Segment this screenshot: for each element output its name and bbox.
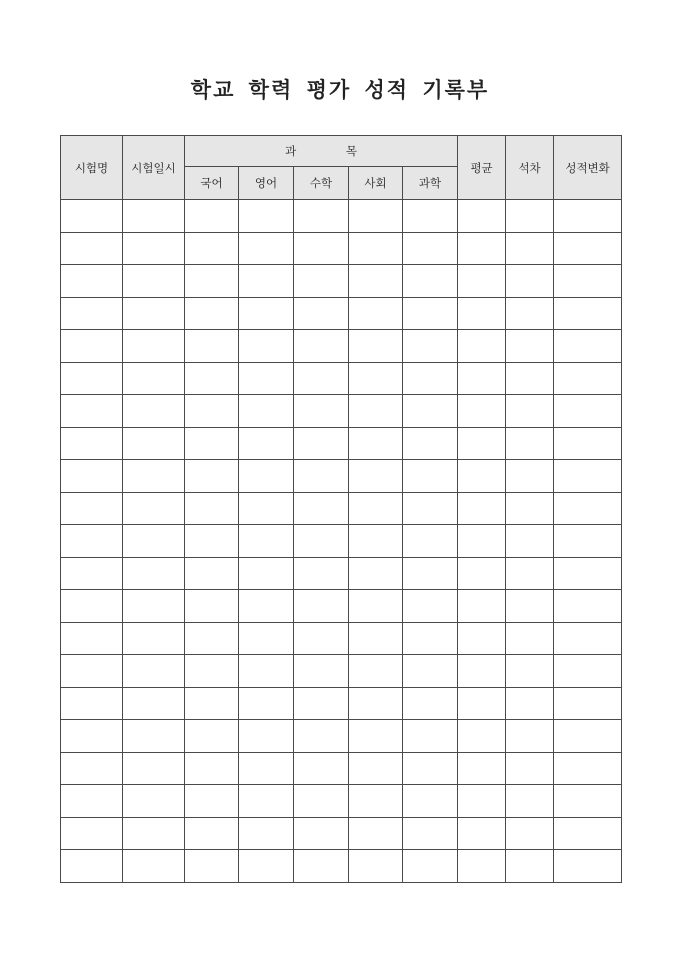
cell-science[interactable] <box>403 265 458 298</box>
cell-math[interactable] <box>294 362 349 395</box>
cell-english[interactable] <box>239 427 294 460</box>
cell-rank[interactable] <box>506 785 554 818</box>
cell-exam-name[interactable] <box>61 622 123 655</box>
cell-grade-change[interactable] <box>554 655 622 688</box>
cell-average[interactable] <box>458 200 506 233</box>
cell-korean[interactable] <box>185 655 239 688</box>
cell-english[interactable] <box>239 785 294 818</box>
cell-social[interactable] <box>349 590 403 623</box>
cell-korean[interactable] <box>185 590 239 623</box>
cell-social[interactable] <box>349 395 403 428</box>
table-row <box>61 492 622 525</box>
cell-grade-change[interactable] <box>554 460 622 493</box>
cell-rank[interactable] <box>506 395 554 428</box>
table-row <box>61 655 622 688</box>
cell-korean[interactable] <box>185 785 239 818</box>
cell-exam-name[interactable] <box>61 590 123 623</box>
header-exam-name: 시험명 <box>61 136 123 200</box>
cell-math[interactable] <box>294 785 349 818</box>
cell-english[interactable] <box>239 655 294 688</box>
document-title: 학교 학력 평가 성적 기록부 <box>190 77 490 102</box>
cell-korean[interactable] <box>185 752 239 785</box>
cell-grade-change[interactable] <box>554 687 622 720</box>
cell-rank[interactable] <box>506 720 554 753</box>
cell-grade-change[interactable] <box>554 265 622 298</box>
cell-exam-name[interactable] <box>61 785 123 818</box>
table-row <box>61 590 622 623</box>
cell-average[interactable] <box>458 817 506 850</box>
header-average: 평균 <box>458 136 506 200</box>
cell-exam-date[interactable] <box>123 785 185 818</box>
cell-exam-name[interactable] <box>61 460 123 493</box>
cell-rank[interactable] <box>506 232 554 265</box>
cell-exam-date[interactable] <box>123 655 185 688</box>
cell-social[interactable] <box>349 622 403 655</box>
cell-exam-name[interactable] <box>61 362 123 395</box>
cell-science[interactable] <box>403 752 458 785</box>
cell-social[interactable] <box>349 232 403 265</box>
cell-average[interactable] <box>458 752 506 785</box>
cell-math[interactable] <box>294 590 349 623</box>
cell-korean[interactable] <box>185 265 239 298</box>
cell-rank[interactable] <box>506 200 554 233</box>
cell-science[interactable] <box>403 460 458 493</box>
cell-exam-name[interactable] <box>61 752 123 785</box>
cell-rank[interactable] <box>506 460 554 493</box>
cell-english[interactable] <box>239 590 294 623</box>
table-row <box>61 850 622 883</box>
cell-average[interactable] <box>458 395 506 428</box>
cell-korean[interactable] <box>185 427 239 460</box>
cell-average[interactable] <box>458 525 506 558</box>
cell-english[interactable] <box>239 850 294 883</box>
cell-korean[interactable] <box>185 687 239 720</box>
cell-exam-date[interactable] <box>123 525 185 558</box>
cell-average[interactable] <box>458 687 506 720</box>
cell-rank[interactable] <box>506 362 554 395</box>
cell-rank[interactable] <box>506 427 554 460</box>
cell-social[interactable] <box>349 785 403 818</box>
cell-grade-change[interactable] <box>554 525 622 558</box>
table-row <box>61 720 622 753</box>
cell-exam-name[interactable] <box>61 655 123 688</box>
cell-rank[interactable] <box>506 817 554 850</box>
cell-social[interactable] <box>349 362 403 395</box>
cell-exam-name[interactable] <box>61 330 123 363</box>
cell-english[interactable] <box>239 265 294 298</box>
cell-grade-change[interactable] <box>554 427 622 460</box>
cell-exam-date[interactable] <box>123 817 185 850</box>
table-row <box>61 395 622 428</box>
table-row <box>61 265 622 298</box>
cell-grade-change[interactable] <box>554 232 622 265</box>
cell-social[interactable] <box>349 817 403 850</box>
cell-korean[interactable] <box>185 232 239 265</box>
cell-science[interactable] <box>403 297 458 330</box>
cell-english[interactable] <box>239 200 294 233</box>
table-row <box>61 330 622 363</box>
table-row <box>61 785 622 818</box>
cell-exam-name[interactable] <box>61 687 123 720</box>
cell-average[interactable] <box>458 655 506 688</box>
cell-exam-name[interactable] <box>61 297 123 330</box>
cell-exam-date[interactable] <box>123 492 185 525</box>
cell-english[interactable] <box>239 622 294 655</box>
cell-grade-change[interactable] <box>554 622 622 655</box>
cell-average[interactable] <box>458 622 506 655</box>
table-body <box>61 200 622 883</box>
cell-social[interactable] <box>349 525 403 558</box>
cell-exam-date[interactable] <box>123 200 185 233</box>
header-grade-change: 성적변화 <box>554 136 622 200</box>
cell-english[interactable] <box>239 817 294 850</box>
cell-english[interactable] <box>239 362 294 395</box>
cell-social[interactable] <box>349 655 403 688</box>
cell-exam-date[interactable] <box>123 362 185 395</box>
cell-grade-change[interactable] <box>554 752 622 785</box>
cell-science[interactable] <box>403 525 458 558</box>
cell-science[interactable] <box>403 200 458 233</box>
cell-exam-name[interactable] <box>61 200 123 233</box>
cell-rank[interactable] <box>506 265 554 298</box>
header-subject-science: 과학 <box>403 167 458 200</box>
cell-grade-change[interactable] <box>554 362 622 395</box>
cell-korean[interactable] <box>185 817 239 850</box>
cell-grade-change[interactable] <box>554 557 622 590</box>
cell-grade-change[interactable] <box>554 200 622 233</box>
table-row <box>61 752 622 785</box>
cell-exam-date[interactable] <box>123 232 185 265</box>
header-subject-social: 사회 <box>349 167 403 200</box>
cell-average[interactable] <box>458 590 506 623</box>
cell-science[interactable] <box>403 622 458 655</box>
cell-korean[interactable] <box>185 330 239 363</box>
cell-korean[interactable] <box>185 557 239 590</box>
cell-korean[interactable] <box>185 460 239 493</box>
cell-math[interactable] <box>294 720 349 753</box>
cell-korean[interactable] <box>185 395 239 428</box>
cell-rank[interactable] <box>506 622 554 655</box>
cell-exam-name[interactable] <box>61 525 123 558</box>
cell-science[interactable] <box>403 785 458 818</box>
cell-math[interactable] <box>294 557 349 590</box>
cell-exam-date[interactable] <box>123 590 185 623</box>
cell-grade-change[interactable] <box>554 297 622 330</box>
cell-social[interactable] <box>349 492 403 525</box>
cell-rank[interactable] <box>506 687 554 720</box>
cell-social[interactable] <box>349 850 403 883</box>
cell-math[interactable] <box>294 817 349 850</box>
cell-english[interactable] <box>239 525 294 558</box>
cell-exam-name[interactable] <box>61 265 123 298</box>
cell-science[interactable] <box>403 427 458 460</box>
cell-average[interactable] <box>458 720 506 753</box>
table-row <box>61 622 622 655</box>
cell-science[interactable] <box>403 362 458 395</box>
cell-grade-change[interactable] <box>554 395 622 428</box>
cell-exam-date[interactable] <box>123 557 185 590</box>
grade-record-table <box>60 135 622 883</box>
cell-rank[interactable] <box>506 297 554 330</box>
cell-average[interactable] <box>458 785 506 818</box>
cell-social[interactable] <box>349 752 403 785</box>
cell-grade-change[interactable] <box>554 850 622 883</box>
cell-average[interactable] <box>458 297 506 330</box>
table-row <box>61 460 622 493</box>
cell-average[interactable] <box>458 460 506 493</box>
cell-grade-change[interactable] <box>554 492 622 525</box>
table-row <box>61 557 622 590</box>
table-row <box>61 817 622 850</box>
cell-grade-change[interactable] <box>554 817 622 850</box>
table-row <box>61 232 622 265</box>
header-subject-math: 수학 <box>294 167 349 200</box>
cell-social[interactable] <box>349 330 403 363</box>
cell-average[interactable] <box>458 362 506 395</box>
cell-math[interactable] <box>294 297 349 330</box>
cell-social[interactable] <box>349 460 403 493</box>
cell-science[interactable] <box>403 687 458 720</box>
cell-math[interactable] <box>294 265 349 298</box>
cell-social[interactable] <box>349 687 403 720</box>
cell-math[interactable] <box>294 752 349 785</box>
cell-exam-date[interactable] <box>123 265 185 298</box>
cell-math[interactable] <box>294 330 349 363</box>
cell-english[interactable] <box>239 297 294 330</box>
cell-korean[interactable] <box>185 492 239 525</box>
cell-grade-change[interactable] <box>554 590 622 623</box>
cell-social[interactable] <box>349 200 403 233</box>
cell-exam-name[interactable] <box>61 720 123 753</box>
cell-korean[interactable] <box>185 720 239 753</box>
cell-average[interactable] <box>458 265 506 298</box>
cell-english[interactable] <box>239 330 294 363</box>
cell-math[interactable] <box>294 525 349 558</box>
cell-exam-name[interactable] <box>61 850 123 883</box>
cell-science[interactable] <box>403 557 458 590</box>
cell-social[interactable] <box>349 557 403 590</box>
cell-average[interactable] <box>458 427 506 460</box>
cell-exam-date[interactable] <box>123 720 185 753</box>
cell-exam-date[interactable] <box>123 850 185 883</box>
cell-science[interactable] <box>403 850 458 883</box>
cell-science[interactable] <box>403 330 458 363</box>
cell-science[interactable] <box>403 232 458 265</box>
cell-exam-date[interactable] <box>123 752 185 785</box>
cell-exam-date[interactable] <box>123 460 185 493</box>
cell-science[interactable] <box>403 395 458 428</box>
cell-english[interactable] <box>239 395 294 428</box>
cell-math[interactable] <box>294 850 349 883</box>
cell-exam-name[interactable] <box>61 817 123 850</box>
header-exam-date: 시험일시 <box>123 136 185 200</box>
cell-english[interactable] <box>239 752 294 785</box>
table-row <box>61 525 622 558</box>
cell-math[interactable] <box>294 232 349 265</box>
cell-average[interactable] <box>458 330 506 363</box>
header-subject-english: 영어 <box>239 167 294 200</box>
cell-rank[interactable] <box>506 752 554 785</box>
cell-science[interactable] <box>403 655 458 688</box>
cell-korean[interactable] <box>185 297 239 330</box>
cell-rank[interactable] <box>506 655 554 688</box>
cell-english[interactable] <box>239 232 294 265</box>
cell-math[interactable] <box>294 655 349 688</box>
table-row <box>61 687 622 720</box>
cell-exam-name[interactable] <box>61 395 123 428</box>
cell-exam-name[interactable] <box>61 492 123 525</box>
cell-math[interactable] <box>294 622 349 655</box>
cell-grade-change[interactable] <box>554 330 622 363</box>
cell-exam-date[interactable] <box>123 395 185 428</box>
cell-exam-date[interactable] <box>123 427 185 460</box>
cell-english[interactable] <box>239 492 294 525</box>
cell-math[interactable] <box>294 492 349 525</box>
cell-korean[interactable] <box>185 622 239 655</box>
cell-science[interactable] <box>403 817 458 850</box>
cell-rank[interactable] <box>506 492 554 525</box>
table-row <box>61 200 622 233</box>
cell-average[interactable] <box>458 557 506 590</box>
cell-grade-change[interactable] <box>554 720 622 753</box>
cell-rank[interactable] <box>506 330 554 363</box>
cell-exam-name[interactable] <box>61 557 123 590</box>
cell-average[interactable] <box>458 232 506 265</box>
cell-math[interactable] <box>294 460 349 493</box>
header-subject-korean: 국어 <box>185 167 239 200</box>
cell-english[interactable] <box>239 687 294 720</box>
cell-math[interactable] <box>294 395 349 428</box>
cell-exam-date[interactable] <box>123 330 185 363</box>
cell-korean[interactable] <box>185 362 239 395</box>
cell-average[interactable] <box>458 492 506 525</box>
cell-rank[interactable] <box>506 525 554 558</box>
table-row <box>61 297 622 330</box>
cell-exam-date[interactable] <box>123 687 185 720</box>
cell-social[interactable] <box>349 297 403 330</box>
cell-exam-date[interactable] <box>123 297 185 330</box>
cell-science[interactable] <box>403 492 458 525</box>
cell-korean[interactable] <box>185 850 239 883</box>
cell-korean[interactable] <box>185 200 239 233</box>
cell-math[interactable] <box>294 200 349 233</box>
cell-exam-name[interactable] <box>61 427 123 460</box>
cell-exam-date[interactable] <box>123 622 185 655</box>
cell-exam-name[interactable] <box>61 232 123 265</box>
cell-social[interactable] <box>349 427 403 460</box>
cell-english[interactable] <box>239 460 294 493</box>
cell-average[interactable] <box>458 850 506 883</box>
cell-science[interactable] <box>403 720 458 753</box>
table-row <box>61 362 622 395</box>
cell-rank[interactable] <box>506 557 554 590</box>
cell-social[interactable] <box>349 265 403 298</box>
cell-grade-change[interactable] <box>554 785 622 818</box>
cell-social[interactable] <box>349 720 403 753</box>
cell-math[interactable] <box>294 427 349 460</box>
cell-rank[interactable] <box>506 850 554 883</box>
header-subjects-group: 과 목 <box>185 136 458 167</box>
cell-rank[interactable] <box>506 590 554 623</box>
cell-english[interactable] <box>239 720 294 753</box>
header-rank: 석차 <box>506 136 554 200</box>
cell-english[interactable] <box>239 557 294 590</box>
table-row <box>61 427 622 460</box>
cell-korean[interactable] <box>185 525 239 558</box>
cell-math[interactable] <box>294 687 349 720</box>
cell-science[interactable] <box>403 590 458 623</box>
